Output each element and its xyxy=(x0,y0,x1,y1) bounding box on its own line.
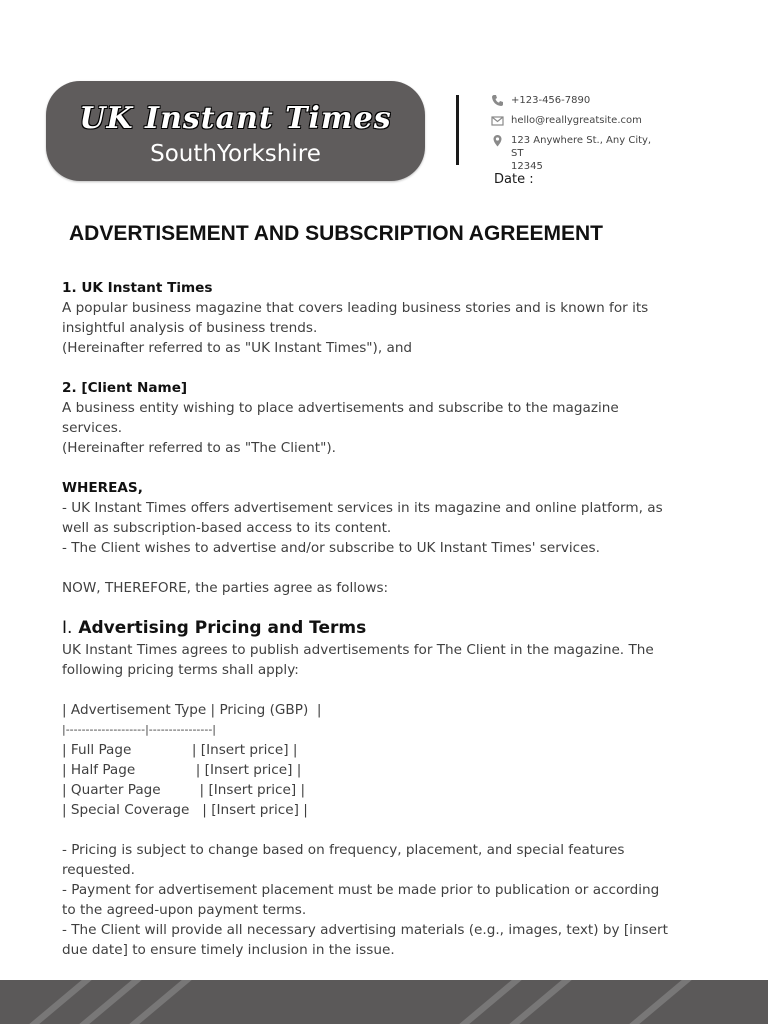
document-title: ADVERTISEMENT AND SUBSCRIPTION AGREEMENT xyxy=(69,222,603,245)
address-text xyxy=(511,134,661,173)
pricing-table-line: | Special Coverage | [Insert price] | xyxy=(62,802,308,818)
party2-heading: 2. [Client Name] xyxy=(62,380,188,396)
phone-text: +123-456-7890 xyxy=(511,95,591,106)
party2-line: A business entity wishing to place advertisements and subscribe to the magazine xyxy=(62,400,619,416)
footer-stripe xyxy=(586,980,703,1024)
section-intro-line: UK Instant Times agrees to publish advertisements for The Client in the magazine. The xyxy=(62,642,654,658)
party2-line: services. xyxy=(62,420,123,436)
pricing-table-line: | Advertisement Type | Pricing (GBP) | xyxy=(62,702,322,718)
whereas-line: well as subscription-based access to its content. xyxy=(62,520,392,536)
pricing-table-line: | Full Page | [Insert price] | xyxy=(62,742,298,758)
date-label: Date : xyxy=(494,172,534,187)
therefore-clause: NOW, THEREFORE, the parties agree as follows: xyxy=(62,580,389,596)
terms-line: - The Client will provide all necessary advertising materials (e.g., images, text) by [insert xyxy=(62,922,668,938)
address-line-2: 12345 xyxy=(511,161,543,172)
party2-line: (Hereinafter referred to as "The Client"). xyxy=(62,440,336,456)
terms-line: to the agreed-upon payment terms. xyxy=(62,902,307,918)
terms-line: due date] to ensure timely inclusion in the issue. xyxy=(62,942,395,958)
party1-line: A popular business magazine that covers leading business stories and is known for its xyxy=(62,300,649,316)
mail-icon xyxy=(491,114,504,127)
whereas-line: - UK Instant Times offers advertisement services in its magazine and online platform, as xyxy=(62,500,663,516)
terms-line: - Pricing is subject to change based on frequency, placement, and special features xyxy=(62,842,625,858)
masthead-subtitle: SouthYorkshire xyxy=(150,141,321,167)
section-heading xyxy=(62,616,702,640)
terms-line: - Payment for advertisement placement must be made prior to publication or according xyxy=(62,882,660,898)
party1-line: insightful analysis of business trends. xyxy=(62,320,318,336)
whereas-line: - The Client wishes to advertise and/or subscribe to UK Instant Times' services. xyxy=(62,540,600,556)
party1-line: (Hereinafter referred to as "UK Instant Times"), and xyxy=(62,340,413,356)
header-divider xyxy=(456,95,459,165)
location-pin-icon xyxy=(491,134,504,147)
section-title: Advertising Pricing and Terms xyxy=(78,618,367,638)
masthead-title: UK Instant Times xyxy=(79,101,392,136)
masthead-banner xyxy=(46,81,425,181)
terms-line: requested. xyxy=(62,862,135,878)
section-intro-line: following pricing terms shall apply: xyxy=(62,662,299,678)
section-numeral: I. xyxy=(62,618,73,638)
pricing-table-line: |--------------------|----------------| xyxy=(62,723,217,736)
phone-icon xyxy=(491,94,504,107)
email-text[interactable]: hello@reallygreatsite.com xyxy=(511,115,642,126)
agreement-body xyxy=(62,278,702,960)
pricing-table-line: | Quarter Page | [Insert price] | xyxy=(62,782,306,798)
whereas-heading: WHEREAS, xyxy=(62,480,143,496)
address-line-1: 123 Anywhere St., Any City, ST xyxy=(511,135,652,159)
party1-heading: 1. UK Instant Times xyxy=(62,280,213,296)
footer-band xyxy=(0,980,768,1024)
pricing-table-line: | Half Page | [Insert price] | xyxy=(62,762,302,778)
